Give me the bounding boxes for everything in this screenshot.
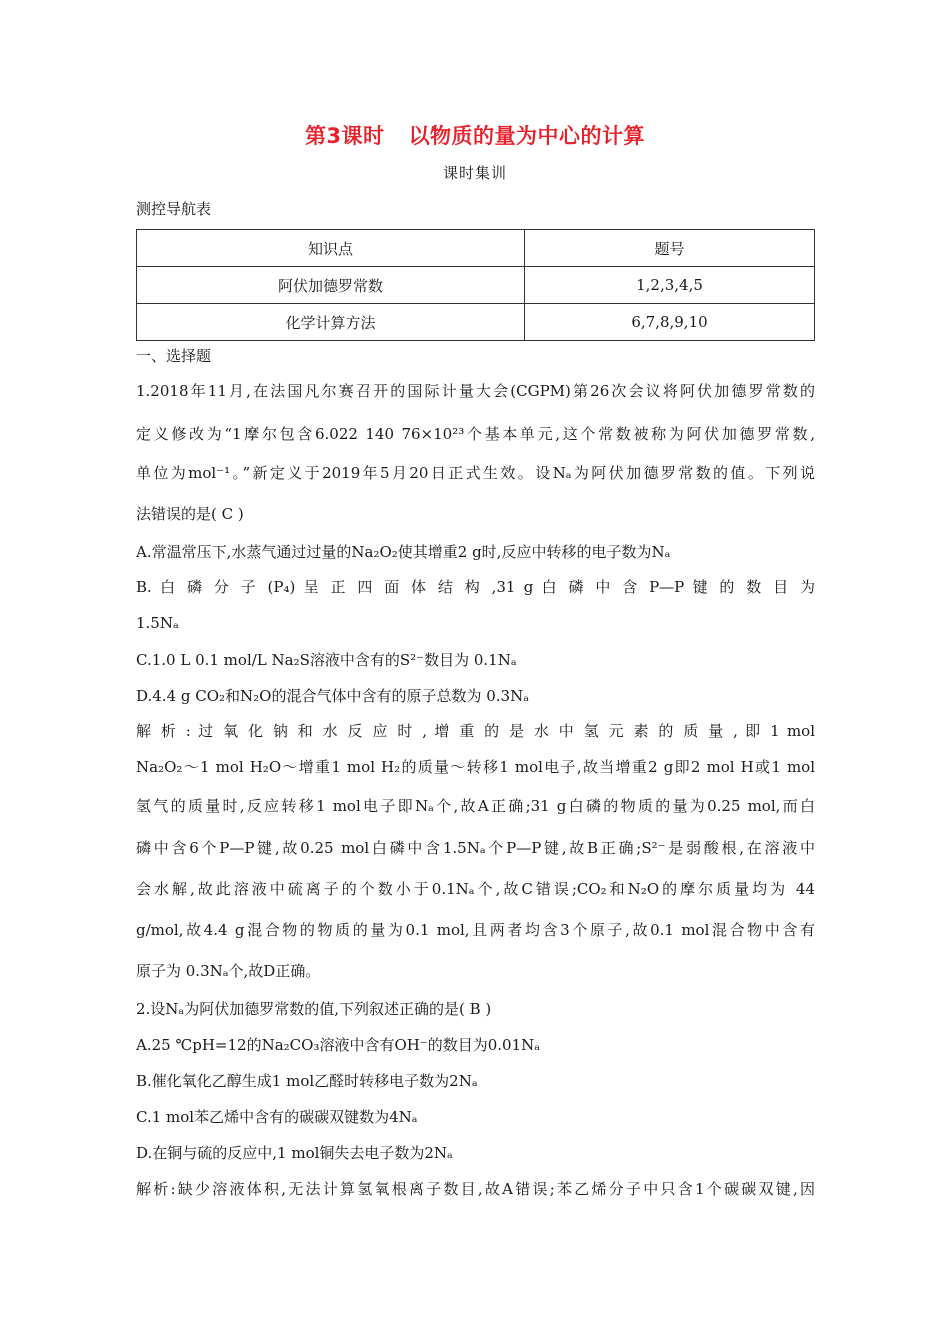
table-row <box>137 267 815 304</box>
lesson-title <box>0 120 950 150</box>
text-line: 1.2018年11月,在法国凡尔赛召开的国际计量大会(CGPM)第26次会议将阿伏加德罗常数的 <box>136 382 815 400</box>
table-header-row <box>137 230 815 267</box>
option-line: C.1.0 L 0.1 mol/L Na₂S溶液中含有的S²⁻数目为 0.1Nₐ <box>136 651 517 669</box>
text-line: 2.设Nₐ为阿伏加德罗常数的值,下列叙述正确的是( B ) <box>136 1000 492 1018</box>
table-row <box>137 304 815 341</box>
option-line: D.4.4 g CO₂和N₂O的混合气体中含有的原子总数为 0.3Nₐ <box>136 687 530 705</box>
analysis-line: 解析:缺少溶液体积,无法计算氢氧根离子数目,故A错误;苯乙烯分子中只含1个碳碳双键,因 <box>136 1180 815 1198</box>
text-line: 单位为mol⁻¹。”新定义于2019年5月20日正式生效。设Nₐ为阿伏加德罗常数的值。下列说 <box>136 464 815 482</box>
option-line: B. 白 磷 分 子 (P₄) 呈 正 四 面 体 结 构 ,31 g 白 磷 中 含 P—P 键 的 数 目 为 <box>136 578 815 596</box>
lesson-topic: 以物质的量为中心的计算 <box>408 124 646 148</box>
option-line: B.催化氧化乙醇生成1 mol乙醛时转移电子数为2Nₐ <box>136 1072 478 1090</box>
analysis-line: 磷中含6个P—P键,故0.25 mol白磷中含1.5Nₐ个P—P键,故B正确;S²⁻是弱酸根,在溶液中 <box>136 839 815 857</box>
option-line: A.25 ℃pH=12的Na₂CO₃溶液中含有OH⁻的数目为0.01Nₐ <box>136 1036 541 1054</box>
option-line: D.在铜与硫的反应中,1 mol铜失去电子数为2Nₐ <box>136 1144 453 1162</box>
text-line: 定义修改为“1摩尔包含6.022 140 76×10²³个基本单元,这个常数被称为阿伏加德罗常数, <box>136 425 815 443</box>
analysis-line: 解 析 : 过 氧 化 钠 和 水 反 应 时 , 增 重 的 是 水 中 氢 元 素 的 质 量 , 即 1 mol <box>136 722 815 740</box>
table-cell: 6,7,8,9,10 <box>525 304 815 341</box>
option-line: A.常温常压下,水蒸气通过过量的Na₂O₂使其增重2 g时,反应中转移的电子数为Nₐ <box>136 543 671 561</box>
analysis-line: Na₂O₂～1 mol H₂O～增重1 mol H₂的质量～转移1 mol电子,故当增重2 g即2 mol H或1 mol <box>136 758 815 776</box>
nav-table-label: 测控导航表 <box>136 200 212 218</box>
subtitle: 课时集训 <box>442 164 507 182</box>
table-header-cell: 知识点 <box>137 230 525 267</box>
table-header-cell: 题号 <box>525 230 815 267</box>
option-line: 1.5Nₐ <box>136 614 179 632</box>
lesson-number: 第3课时 <box>304 124 385 148</box>
option-line: C.1 mol苯乙烯中含有的碳碳双键数为4Nₐ <box>136 1108 418 1126</box>
analysis-line: 氢气的质量时,反应转移1 mol电子即Nₐ个,故A正确;31 g白磷的物质的量为0.25 mol,而白 <box>136 797 815 815</box>
nav-table <box>136 229 815 341</box>
section-heading: 一、选择题 <box>136 347 212 365</box>
analysis-line: g/mol,故4.4 g混合物的物质的量为0.1 mol,且两者均含3个原子,故0.1 mol混合物中含有 <box>136 921 815 939</box>
table-cell: 阿伏加德罗常数 <box>137 267 525 304</box>
analysis-line: 原子为 0.3Nₐ个,故D正确。 <box>136 962 321 980</box>
table-cell: 化学计算方法 <box>137 304 525 341</box>
table-cell: 1,2,3,4,5 <box>525 267 815 304</box>
analysis-line: 会水解,故此溶液中硫离子的个数小于0.1Nₐ个,故C错误;CO₂和N₂O的摩尔质量均为 44 <box>136 880 815 898</box>
text-line: 法错误的是( C ) <box>136 505 244 523</box>
